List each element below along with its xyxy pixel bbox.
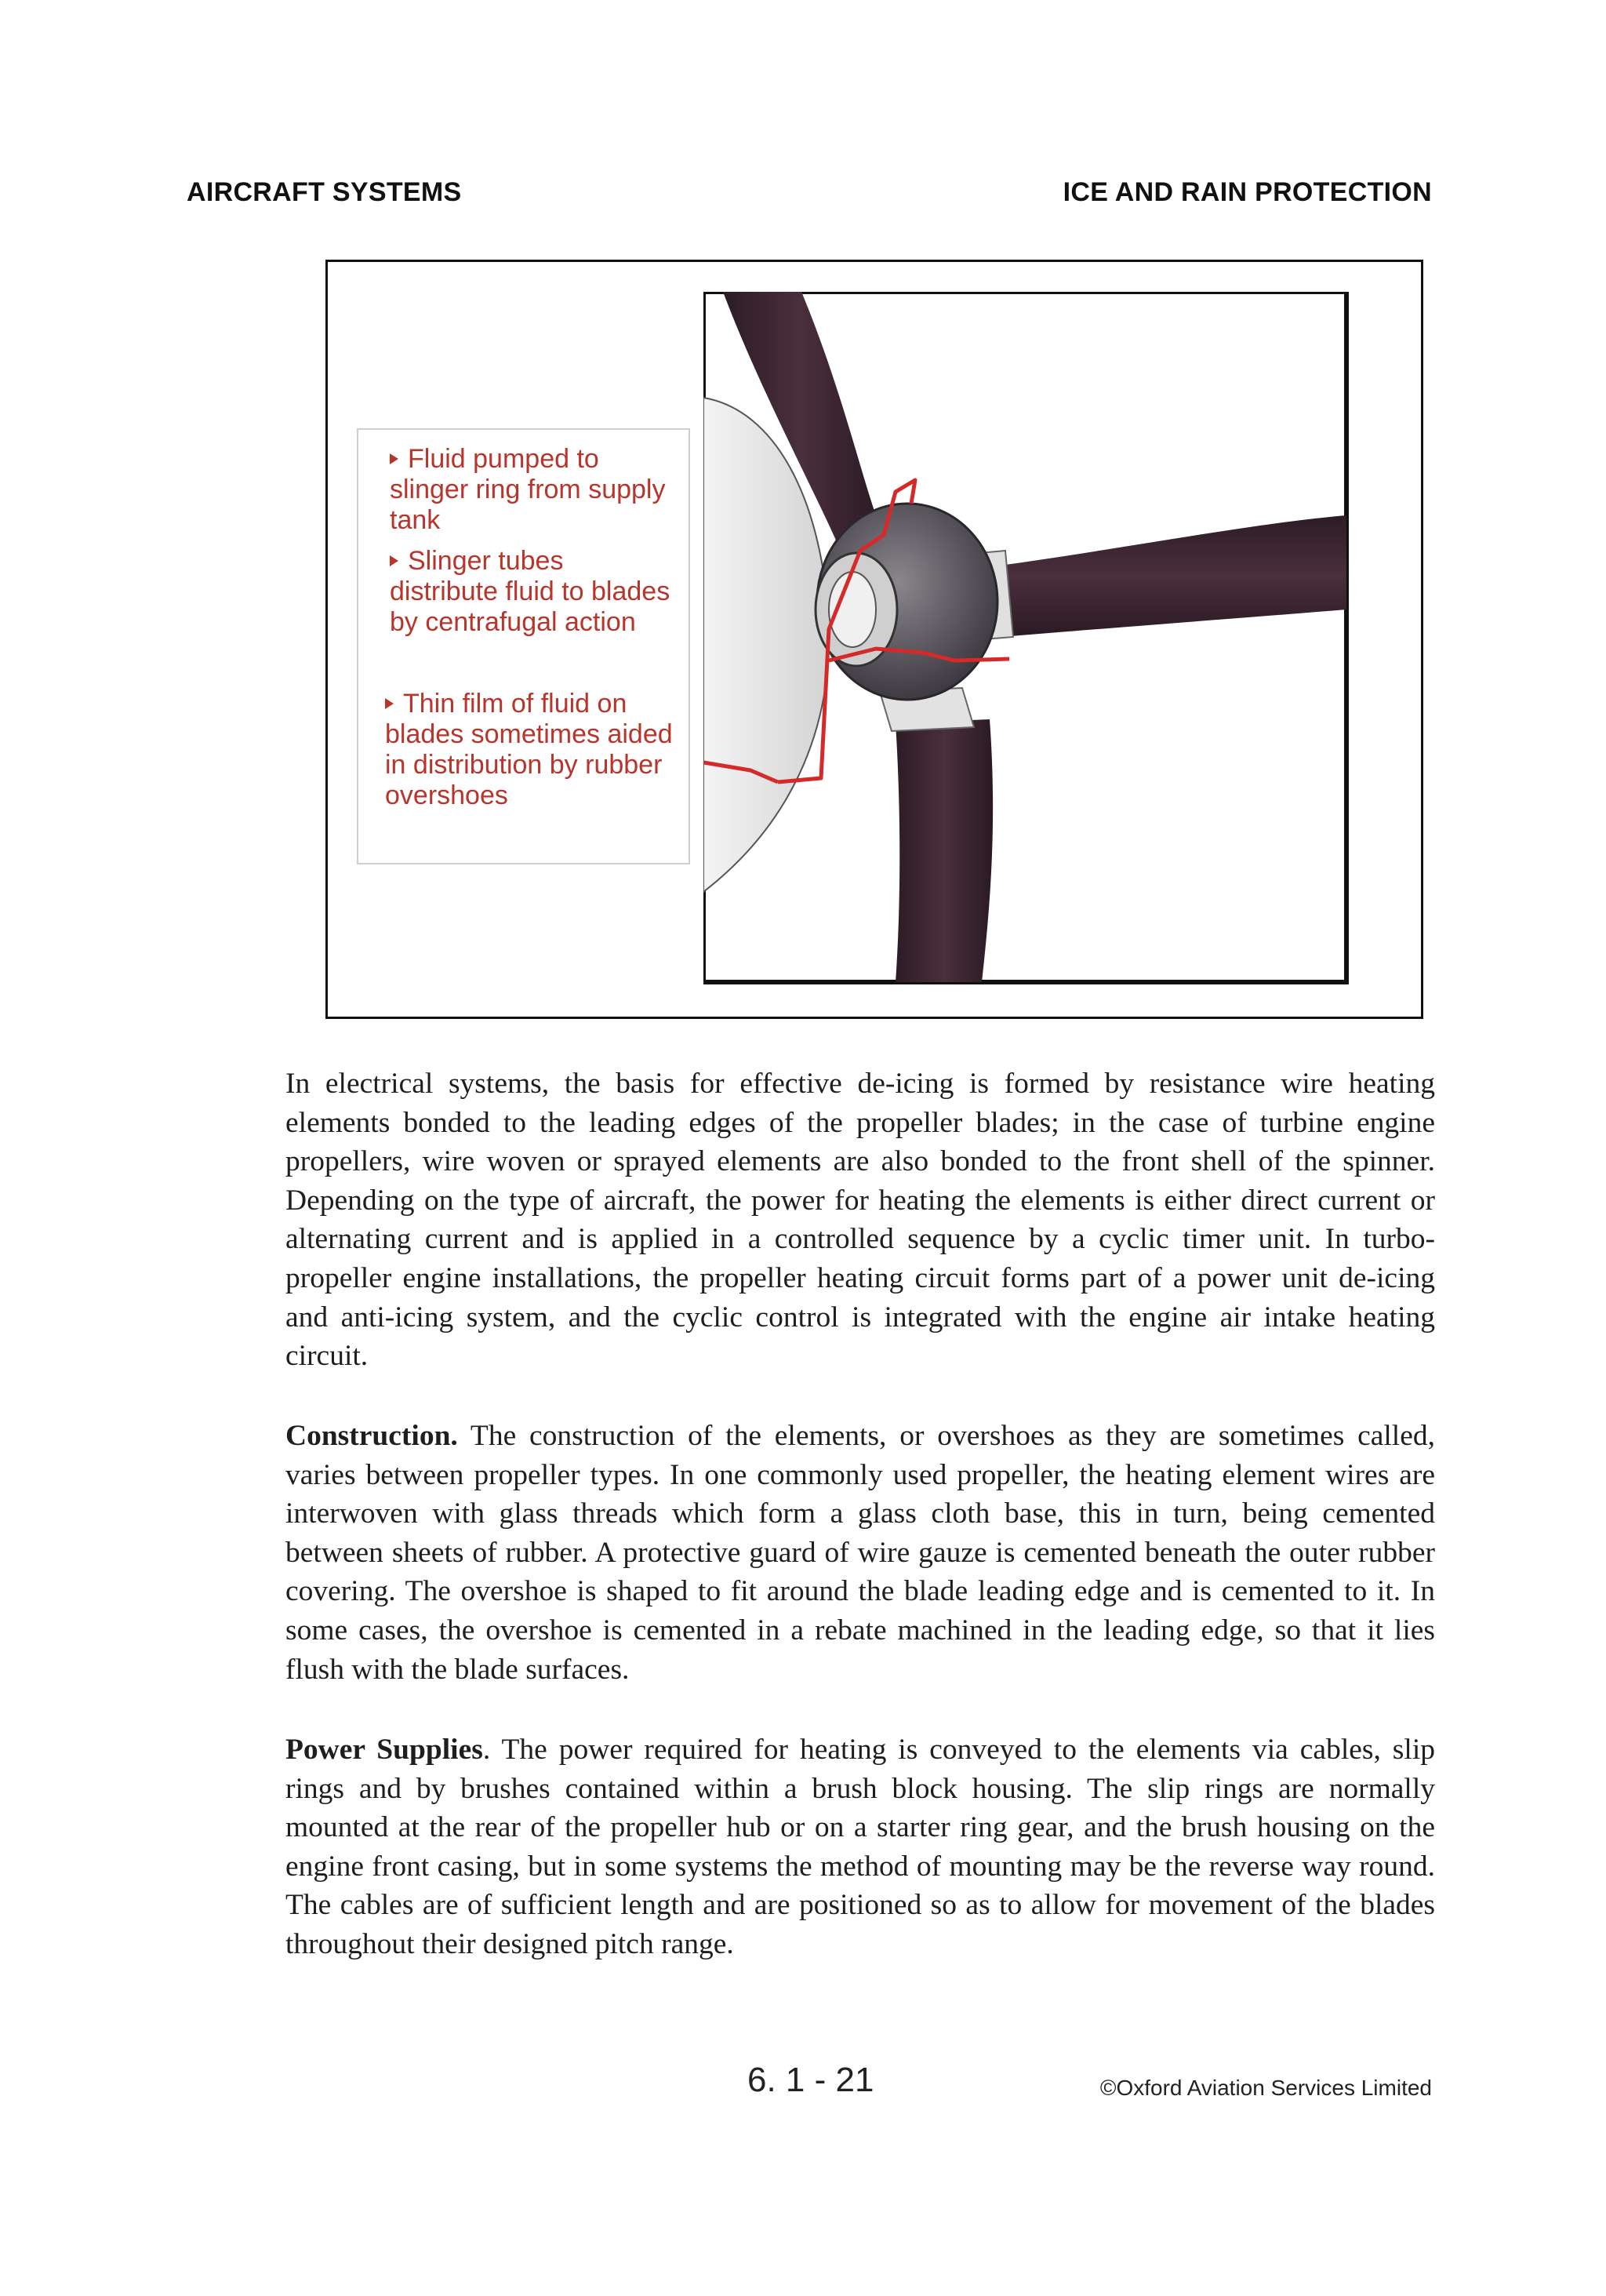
paragraph-heading: Power Supplies: [285, 1734, 483, 1766]
paragraph-text: The construction of the elements, or overshoes as they are sometimes called, varies between propeller types. In one commonly used propeller, the heating element wires are interwoven with glass threads which form a glass cloth base, this in turn, being cemented between sheets of rubber. A protective guard of wire gauze is cemented beneath the outer rubber covering. The overshoe is shaped to fit around the blade leading edge and is cemented to it. In some cases, the overshoe is cemented in a rebate machined in the leading edge, so that it lies flush with the blade surfaces.: [285, 1420, 1435, 1686]
bullet-triangle-icon: [385, 698, 394, 709]
bullet-triangle-icon: [390, 555, 398, 566]
paragraph-text: . The power required for heating is conveyed to the elements via cables, slip rings and by brushes contained within a brush block housing. The slip rings are normally mounted at the rear of the propeller hub or on a starter ring gear, and the brush housing on the engine front casing, but in some systems the method of mounting may be the reverse way round. The cables are of sufficient length and are positioned so as to allow for movement of the blades throughout their designed pitch range.: [285, 1734, 1435, 1960]
callout-text-3: Thin film of fluid on blades sometimes aided in distribution by rubber overshoes: [385, 689, 673, 810]
callout-item-1: [390, 444, 672, 536]
paragraph-power-supplies: [285, 1730, 1435, 1964]
paragraph-text: In electrical systems, the basis for effective de-icing is formed by resistance wire heating elements bonded to the leading edges of the propeller blades; in the case of turbine engine propellers, wire woven or sprayed elements are also bonded to the front shell of the spinner. Depending on the type of aircraft, the power for heating the elements is either direct current or alternating current and is applied in a controlled sequence by a cyclic timer unit. In turbo-propeller engine installations, the propeller heating circuit forms part of a power unit de-icing and anti-icing system, and the cyclic control is integrated with the engine air intake heating circuit.: [285, 1068, 1435, 1373]
paragraph-construction: [285, 1417, 1435, 1689]
figure-callout-box: [357, 428, 690, 864]
page-number: 6. 1 - 21: [747, 2061, 874, 2099]
callout-item-3: [385, 689, 683, 811]
callout-text-2: Slinger tubes distribute fluid to blades by centrafugal action: [390, 546, 670, 637]
callout-text-1: Fluid pumped to slinger ring from supply tank: [390, 444, 666, 535]
propeller-illustration: [703, 292, 1354, 990]
callout-item-2: [390, 546, 672, 638]
paragraph-electrical: [285, 1064, 1435, 1376]
blade-lower: [896, 719, 993, 982]
copyright-notice: ©Oxford Aviation Services Limited: [1099, 2076, 1432, 2100]
paragraph-heading: Construction.: [285, 1420, 458, 1452]
running-header-left: AIRCRAFT SYSTEMS: [187, 177, 462, 207]
bullet-triangle-icon: [390, 453, 398, 464]
running-header-right: ICE AND RAIN PROTECTION: [1063, 177, 1432, 207]
